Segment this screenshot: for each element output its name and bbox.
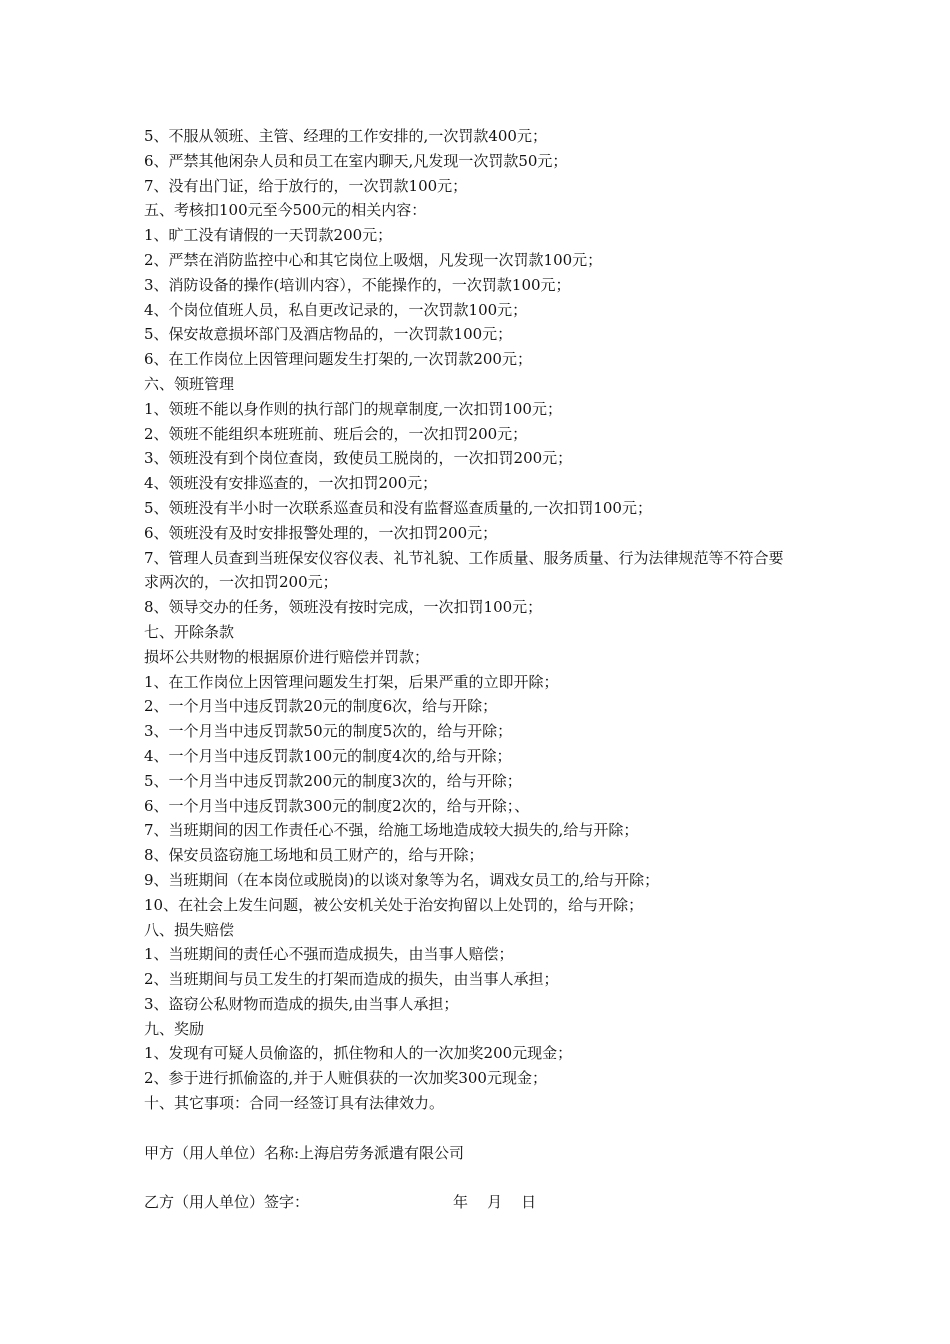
clause-line: 九、奖励 bbox=[144, 1019, 205, 1038]
clause-line: 2、参于进行抓偷盗的,并于人赃俱获的一次加奖300元现金； bbox=[144, 1069, 547, 1088]
clause-line: 9、当班期间（在本岗位或脱岗)的以谈对象等为名，调戏女员工的,给与开除； bbox=[144, 870, 660, 889]
clause-line: 8、领导交办的任务，领班没有按时完成，一次扣罚100元； bbox=[144, 598, 543, 617]
clause-line: 6、在工作岗位上因管理问题发生打架的,一次罚款200元； bbox=[144, 350, 532, 369]
clause-line: 2、当班期间与员工发生的打架而造成的损失，由当事人承担； bbox=[144, 970, 559, 989]
clause-line: 损坏公共财物的根据原价进行赔偿并罚款； bbox=[144, 647, 430, 666]
clause-line: 5、一个月当中违反罚款200元的制度3次的，给与开除； bbox=[144, 771, 522, 790]
clause-line: 6、严禁其他闲杂人员和员工在室内聊天,凡发现一次罚款50元； bbox=[144, 151, 568, 170]
blank-line bbox=[144, 1165, 900, 1190]
clause-line: 六、领班管理 bbox=[144, 374, 235, 393]
clause-line: 五、考核扣100元至今500元的相关内容： bbox=[144, 201, 427, 220]
clause-line: 7、没有出门证，给于放行的，一次罚款100元； bbox=[144, 176, 468, 195]
clause-line: 10、在社会上发生问题，被公安机关处于治安拘留以上处罚的，给与开除； bbox=[144, 895, 644, 914]
clause-line: 3、一个月当中违反罚款50元的制度5次的，给与开除； bbox=[144, 722, 513, 741]
clause-line: 2、一个月当中违反罚款20元的制度6次，给与开除； bbox=[144, 697, 498, 716]
clause-line: 1、在工作岗位上因管理问题发生打架，后果严重的立即开除； bbox=[144, 672, 559, 691]
clause-line: 2、领班不能组织本班班前、班后会的，一次扣罚200元； bbox=[144, 424, 528, 443]
clause-line: 4、领班没有安排巡查的，一次扣罚200元； bbox=[144, 474, 438, 493]
party-a-signature-line: 甲方（用人单位）名称:上海启劳务派遣有限公司 bbox=[144, 1143, 465, 1162]
clause-line: 6、领班没有及时安排报警处理的，一次扣罚200元； bbox=[144, 523, 498, 542]
clause-line: 求两次的，一次扣罚200元； bbox=[144, 573, 338, 592]
clause-line: 1、当班期间的责任心不强而造成损失，由当事人赔偿； bbox=[144, 945, 514, 964]
clause-line: 7、管理人员查到当班保安仪容仪表、礼节礼貌、工作质量、服务质量、行为法律规范等不符合要 bbox=[144, 548, 784, 567]
blank-line bbox=[144, 1116, 900, 1141]
clause-line: 七、开除条款 bbox=[144, 622, 235, 641]
document-body bbox=[144, 124, 900, 1215]
clause-line: 3、消防设备的操作(培训内容），不能操作的，一次罚款100元； bbox=[144, 275, 571, 294]
clause-line: 3、领班没有到个岗位查岗，致使员工脱岗的，一次扣罚200元； bbox=[144, 449, 573, 468]
clause-line: 8、保安员盗窃施工场地和员工财产的，给与开除； bbox=[144, 846, 484, 865]
clause-line: 1、领班不能以身作则的执行部门的规章制度,一次扣罚100元； bbox=[144, 399, 562, 418]
clause-line: 5、领班没有半小时一次联系巡查员和没有监督巡查质量的,一次扣罚100元； bbox=[144, 498, 652, 517]
clause-line: 1、发现有可疑人员偷盗的，抓住物和人的一次加奖200元现金； bbox=[144, 1044, 573, 1063]
clause-line: 6、一个月当中违反罚款300元的制度2次的，给与开除；、 bbox=[144, 796, 530, 815]
party-b-signature-line bbox=[144, 1190, 900, 1215]
party-b-label: 乙方（用人单位）签字： bbox=[144, 1193, 310, 1212]
clause-line: 5、不服从领班、主管、经理的工作安排的,一次罚款400元； bbox=[144, 127, 547, 145]
clause-line: 3、盗窃公私财物而造成的损失,由当事人承担； bbox=[144, 994, 459, 1013]
clause-line: 八、损失赔偿 bbox=[144, 920, 235, 939]
clause-line: 7、当班期间的因工作责任心不强，给施工场地造成较大损失的,给与开除； bbox=[144, 821, 639, 840]
clause-line: 5、保安故意损坏部门及酒店物品的，一次罚款100元； bbox=[144, 325, 513, 344]
clause-line: 4、个岗位值班人员，私自更改记录的，一次罚款100元； bbox=[144, 300, 528, 319]
clause-line: 十、其它事项：合同一经签订具有法律效力。 bbox=[144, 1094, 445, 1113]
clause-line: 4、一个月当中违反罚款100元的制度4次的,给与开除； bbox=[144, 746, 512, 765]
clause-line: 2、严禁在消防监控中心和其它岗位上吸烟，凡发现一次罚款100元； bbox=[144, 250, 603, 269]
clause-list bbox=[144, 124, 900, 1116]
clause-line: 1、旷工没有请假的一天罚款200元； bbox=[144, 226, 393, 245]
signature-date: 年 月 日 bbox=[453, 1193, 537, 1212]
